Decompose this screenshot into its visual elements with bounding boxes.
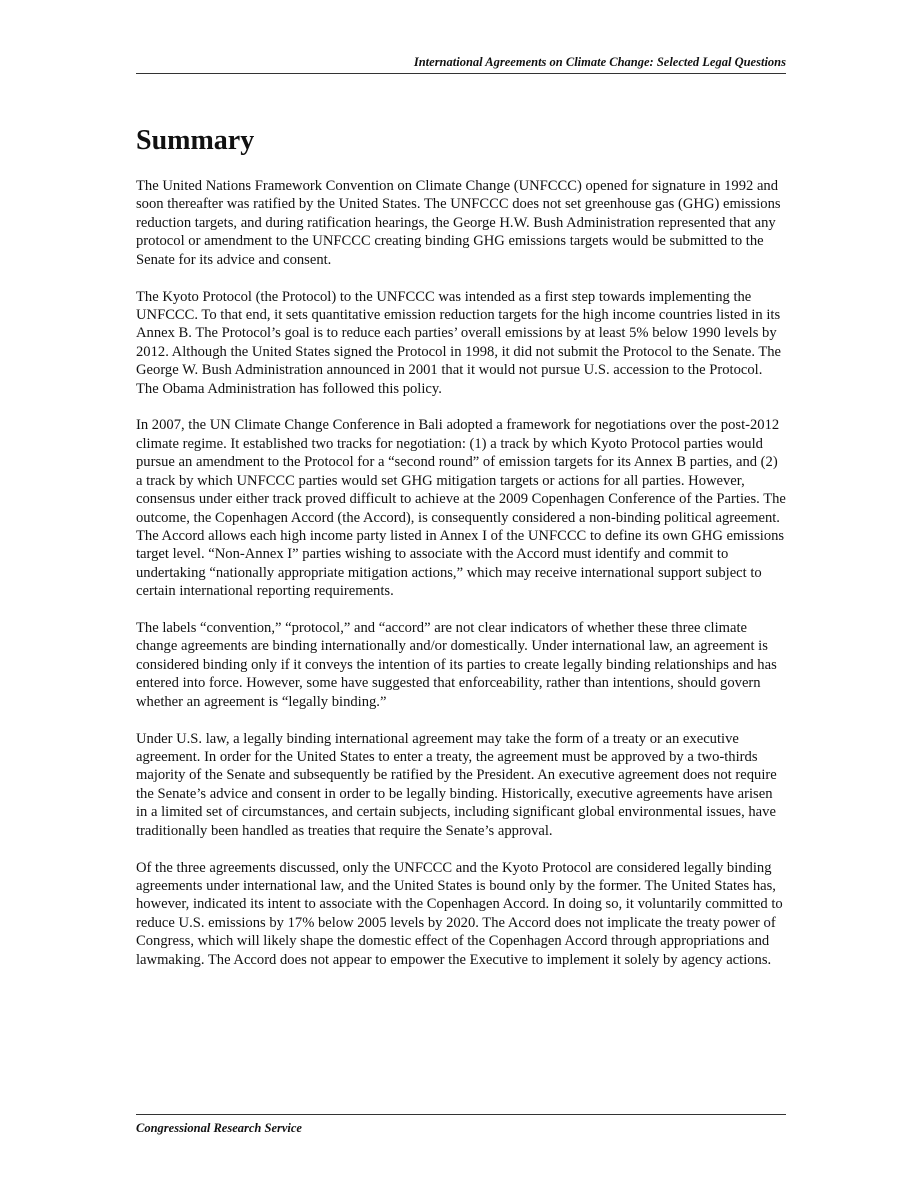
paragraph-1: The United Nations Framework Convention on Climate Change (UNFCCC) opened for signature in 1992 and soon thereafter was ratified by the United States. The UNFCCC does not set greenhouse gas (GHG) emissions reduction targets, and during ratification hearings, the George H.W. Bush Administration represented that any protocol or amendment to the UNFCCC creating binding GHG emissions targets would be submitted to the Senate for its advice and consent. bbox=[136, 178, 781, 268]
summary-body bbox=[136, 177, 786, 987]
section-title: Summary bbox=[136, 125, 255, 156]
footer-divider bbox=[136, 1114, 786, 1115]
running-header-title: International Agreements on Climate Change: Selected Legal Questions bbox=[413, 55, 786, 69]
footer-publisher: Congressional Research Service bbox=[136, 1121, 302, 1135]
paragraph-5: Under U.S. law, a legally binding international agreement may take the form of a treaty or an executive agreement. In order for the United States to enter a treaty, the agreement must be approved by a two-thirds majority of the Senate and subsequently be ratified by the President. An executive agreement does not require the Senate’s advice and consent in order to be legally binding. Historically, executive agreements have arisen in a limited set of circumstances, and certain subjects, including significant global environmental issues, have traditionally been handled as treaties that require the Senate’s approval. bbox=[136, 730, 777, 839]
paragraph-3: In 2007, the UN Climate Change Conference in Bali adopted a framework for negotiations over the post-2012 climate regime. It established two tracks for negotiation: (1) a track by which Kyoto Protocol parties would pursue an amendment to the Protocol for a “second round” of emission targets for its Annex B parties, and (2) a track by which UNFCCC parties would set GHG mitigation targets or actions for all parties. However, consensus under either track proved difficult to achieve at the 2009 Copenhagen Conference of the Parties. The outcome, the Copenhagen Accord (the Accord), is consequently considered a non-binding political agreement. The Accord allows each high income party listed in Annex I of the UNFCCC to define its own GHG emissions target level. “Non-Annex I” parties wishing to associate with the Accord must identify and commit to undertaking “nationally appropriate mitigation actions,” which may receive international support subject to certain international reporting requirements. bbox=[136, 417, 786, 600]
header-divider bbox=[136, 73, 786, 74]
paragraph-6: Of the three agreements discussed, only the UNFCCC and the Kyoto Protocol are considered legally binding agreements under international law, and the United States is bound only by the former. The United States has, however, indicated its intent to associate with the Copenhagen Accord. In doing so, it voluntarily committed to reduce U.S. emissions by 17% below 2005 levels by 2020. The Accord does not implicate the treaty power of Congress, which will likely shape the domestic effect of the Copenhagen Accord through appropriations and lawmaking. The Accord does not appear to empower the Executive to implement it solely by agency actions. bbox=[136, 859, 783, 968]
paragraph-2: The Kyoto Protocol (the Protocol) to the UNFCCC was intended as a first step towards implementing the UNFCCC. To that end, it sets quantitative emission reduction targets for the high income countries listed in its Annex B. The Protocol’s goal is to reduce each parties’ overall emissions by at least 5% below 1990 levels by 2012. Although the United States signed the Protocol in 1998, it did not submit the Protocol to the Senate. The George W. Bush Administration announced in 2001 that it would not pursue U.S. accession to the Protocol. The Obama Administration has followed this policy. bbox=[136, 288, 782, 397]
paragraph-4: The labels “convention,” “protocol,” and “accord” are not clear indicators of whether these three climate change agreements are binding internationally and/or domestically. Under international law, an agreement is considered binding only if it conveys the intention of its parties to create legally binding relationships and has entered into force. However, some have suggested that enforceability, rather than intentions, should govern whether an agreement is “legally binding.” bbox=[136, 620, 777, 710]
